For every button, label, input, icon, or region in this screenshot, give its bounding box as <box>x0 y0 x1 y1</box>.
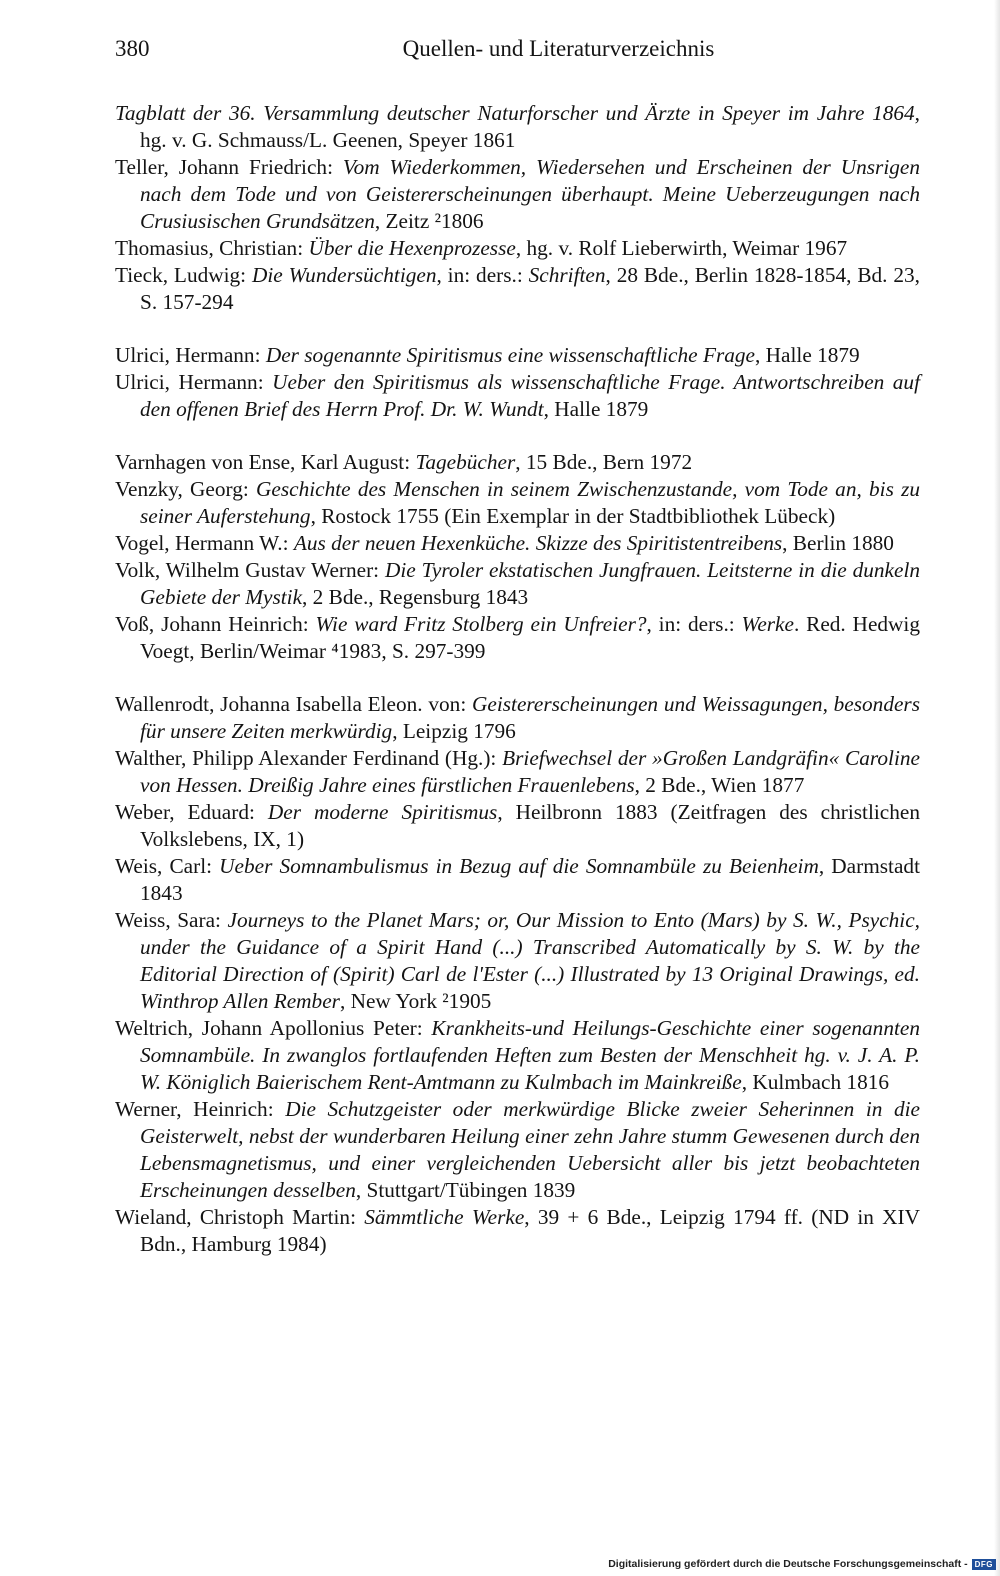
bibliography-entry <box>115 369 920 423</box>
entry-text: , in: ders.: <box>436 263 529 287</box>
entry-text: Ulrici, Hermann: <box>115 343 266 367</box>
entry-text: , hg. v. G. Schmauss/L. Geenen, Speyer 1861 <box>140 101 920 152</box>
entry-text: , 28 Bde., Berlin 1828-1854, Bd. 23, S. 157-294 <box>140 263 920 314</box>
bibliography-entry <box>115 154 920 235</box>
entry-text: , Heilbronn 1883 (Zeitfragen des christlichen Volkslebens, IX, 1) <box>140 800 921 851</box>
entry-title-italic: Geschichte des Menschen in seinem Zwischenzustande, vom Tode an, bis zu seiner Auferstehung <box>140 477 921 528</box>
entry-text: , in: ders.: <box>646 612 742 636</box>
bibliography-entry <box>115 853 920 907</box>
entry-text: Voß, Johann Heinrich: <box>115 612 316 636</box>
entry-text: , Stuttgart/Tübingen 1839 <box>355 1178 576 1202</box>
entry-text: . Red. Hedwig Voegt, Berlin/Weimar ⁴1983, S. 297-399 <box>140 612 920 663</box>
entry-text: Weiss, Sara: <box>115 908 228 932</box>
footer-funding-note <box>608 1558 996 1570</box>
entry-text: Ulrici, Hermann: <box>115 370 273 394</box>
entry-title-italic: Der moderne Spiritismus <box>267 800 498 824</box>
entry-title-italic: Ueber Somnambulismus in Bezug auf die Somnambüle zu Beienheim <box>219 854 819 878</box>
entry-title-italic: Die Tyroler ekstatischen Jungfrauen. Leitsterne in die dunkeln Gebiete der Mystik <box>140 558 921 609</box>
entry-text: , 15 Bde., Bern 1972 <box>515 450 693 474</box>
entry-title-italic: Journeys to the Planet Mars; or, Our Mission to Ento (Mars) by S. W., Psychic, under the Guidance of a Spirit Hand (...) Transcribed Automatically by S. W. by the Editorial Direction of (Spirit) Carl de l'Ester (...) Illustrated by 13 Original Drawings, ed. Winthrop Allen Rember <box>140 908 920 1013</box>
entry-title-italic: Vom Wiederkommen, Wiedersehen und Erscheinen der Unsrigen nach dem Tode und von Geistererscheinungen überhaupt. Meine Ueberzeugungen nach Crusiusischen Grundsätzen <box>140 155 920 233</box>
entry-title-italic: Geistererscheinungen und Weissagungen, besonders für unsere Zeiten merkwürdig <box>140 692 921 743</box>
bibliography-list <box>115 100 920 1258</box>
entry-title-italic: Wie ward Fritz Stolberg ein Unfreier? <box>315 612 647 636</box>
entry-text: Walther, Philipp Alexander Ferdinand (Hg.): <box>115 746 503 770</box>
bibliography-entry <box>115 449 920 476</box>
entry-title-italic: Briefwechsel der »Großen Landgräfin« Caroline von Hessen. Dreißig Jahre eines fürstlichen Frauenlebens <box>140 746 920 797</box>
bibliography-entry <box>115 530 920 557</box>
entry-text: Werner, Heinrich: <box>115 1097 286 1121</box>
entry-text: Varnhagen von Ense, Karl August: <box>115 450 416 474</box>
bibliography-entry <box>115 342 920 369</box>
page-number: 380 <box>115 36 150 61</box>
entry-text: Weltrich, Johann Apollonius Peter: <box>115 1016 432 1040</box>
bibliography-entry <box>115 100 920 154</box>
entry-text: , Leipzig 1796 <box>392 719 516 743</box>
entry-text: , Halle 1879 <box>543 397 649 421</box>
bibliography-entry <box>115 907 920 1015</box>
funding-text: Digitalisierung gefördert durch die Deutsche Forschungsgemeinschaft - <box>608 1558 968 1570</box>
entry-text: Vogel, Hermann W.: <box>115 531 294 555</box>
page-header <box>115 30 922 70</box>
entry-text: Weis, Carl: <box>115 854 220 878</box>
bibliography-entry <box>115 1096 920 1204</box>
bibliography-entry <box>115 262 920 316</box>
entry-text: , 2 Bde., Regensburg 1843 <box>302 585 529 609</box>
entry-title-italic: Krankheits-und Heilungs-Geschichte einer sogenannten Somnambüle. In zwanglos fortlaufenden Heften zum Besten der Menschheit hg. v. J. A. P. W. Königlich Baierischem Rent-Amtmann zu Kulmbach im Mainkreiße <box>140 1016 920 1094</box>
bibliography-entry <box>115 557 920 611</box>
entry-title-italic: Tagblatt der 36. Versammlung deutscher Naturforscher und Ärzte in Speyer im Jahre 1864 <box>115 101 915 125</box>
entry-text: Wallenrodt, Johanna Isabella Eleon. von: <box>115 692 472 716</box>
running-title: Quellen- und Literaturverzeichnis <box>402 36 715 61</box>
entry-text: Tieck, Ludwig: <box>115 263 252 287</box>
entry-text: , Kulmbach 1816 <box>741 1070 890 1094</box>
entry-title-italic: Sämmtliche Werke <box>364 1205 525 1229</box>
entry-text: Thomasius, Christian: <box>115 236 309 260</box>
entry-title-italic: Die Wundersüchtigen <box>251 263 437 287</box>
bibliography-entry <box>115 799 920 853</box>
bibliography-entry <box>115 611 920 665</box>
bibliography-entry <box>115 745 920 799</box>
entry-text: Teller, Johann Friedrich: <box>115 155 343 179</box>
entry-title-italic: Tagebücher <box>415 450 516 474</box>
bibliography-entry <box>115 1015 920 1096</box>
entry-text: , Halle 1879 <box>755 343 860 367</box>
entry-text: , 2 Bde., Wien 1877 <box>634 773 805 797</box>
entry-title-italic: Die Schutzgeister oder merkwürdige Blicke zweier Seherinnen in die Geisterwelt, nebst der wunderbaren Heilung einer zehn Jahre stumm Gewesenen durch den Lebensmagnetismus, und einer vergleichenden Uebersicht aller bis jetzt beobachteten Erscheinungen desselben <box>140 1097 920 1202</box>
entry-title-italic: Schriften <box>528 263 606 287</box>
entry-text: , Berlin 1880 <box>782 531 894 555</box>
entry-text: , Rostock 1755 (Ein Exemplar in der Stadtbibliothek Lübeck) <box>310 504 836 528</box>
entry-title-italic: Über die Hexenprozesse <box>308 236 516 260</box>
entry-title-italic: Der sogenannte Spiritismus eine wissenschaftliche Frage <box>265 343 755 367</box>
entry-text: Weber, Eduard: <box>115 800 268 824</box>
entry-title-italic: Aus der neuen Hexenküche. Skizze des Spiritistentreibens <box>293 531 783 555</box>
entry-text: , 39 + 6 Bde., Leipzig 1794 ff. (ND in XIV Bdn., Hamburg 1984) <box>140 1205 920 1256</box>
entry-title-italic: Ueber den Spiritismus als wissenschaftliche Frage. Antwortschreiben auf den offenen Brief des Herrn Prof. Dr. W. Wundt <box>140 370 920 421</box>
entry-text: , New York ²1905 <box>339 989 492 1013</box>
bibliography-entry <box>115 1204 920 1258</box>
entry-text: , hg. v. Rolf Lieberwirth, Weimar 1967 <box>515 236 848 260</box>
entry-text: Venzky, Georg: <box>115 477 256 501</box>
page-edge-shadow <box>994 0 1000 1576</box>
entry-text: Volk, Wilhelm Gustav Werner: <box>115 558 385 582</box>
bibliography-entry <box>115 691 920 745</box>
entry-title-italic: Werke <box>741 612 794 636</box>
entry-text: Wieland, Christoph Martin: <box>115 1205 365 1229</box>
entry-text: , Darmstadt 1843 <box>140 854 920 905</box>
bibliography-entry <box>115 476 920 530</box>
bibliography-entry <box>115 235 920 262</box>
entry-text: , Zeitz ²1806 <box>374 209 484 233</box>
dfg-logo: DFG <box>972 1559 996 1570</box>
